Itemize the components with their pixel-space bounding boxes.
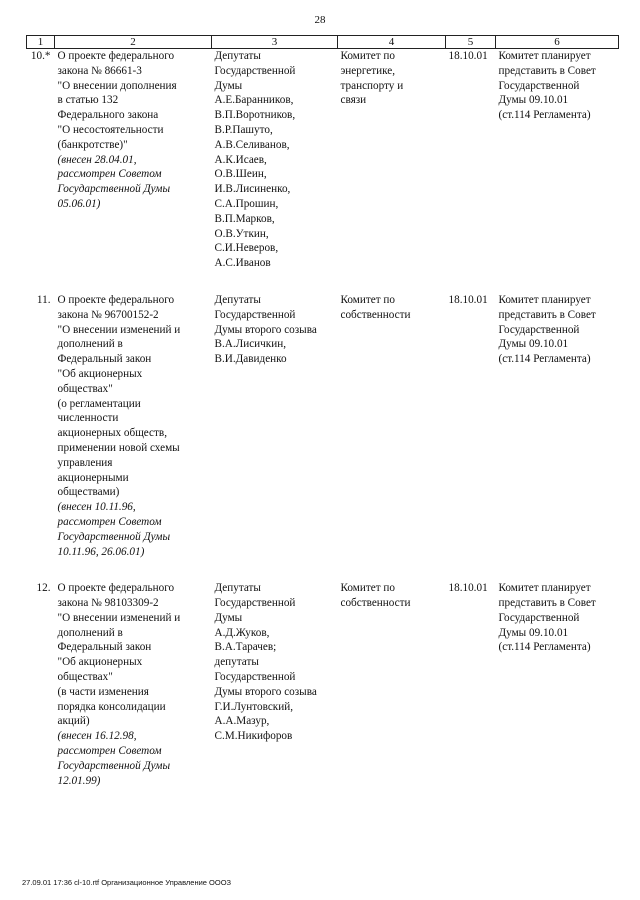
table-row — [27, 293, 619, 559]
committee-line: Комитет по — [340, 293, 395, 306]
bill-title-line: "О внесении изменений и — [57, 323, 181, 336]
bill-title-line: 12.01.99) — [57, 774, 101, 787]
table-body — [27, 49, 619, 789]
author-line: В.А.Тарачев; — [214, 641, 277, 654]
note-line: Думы 09.10.01 — [498, 626, 569, 639]
bill-title-line: (внесен 16.12.98, — [57, 730, 137, 743]
bill-title-line: численности — [57, 412, 119, 425]
bill-title-line: (банкротстве)" — [57, 138, 128, 151]
date-cell: 18.10.01 — [448, 582, 488, 595]
bill-title-line: О проекте федерального — [57, 50, 175, 62]
bill-title-cell — [55, 293, 212, 559]
author-line: С.М.Никифоров — [214, 730, 293, 743]
bill-title-line: "Об акционерных — [57, 656, 143, 669]
bill-title-line: О проекте федерального — [57, 582, 175, 595]
authors-cell — [212, 581, 338, 788]
committee-line: собственности — [340, 308, 411, 321]
note-cell — [496, 49, 619, 271]
column-header: 2 — [55, 36, 212, 49]
note-line: представить в Совет — [498, 597, 596, 610]
author-line: Государственной — [214, 308, 296, 321]
author-line: А.В.Селиванов, — [214, 138, 290, 151]
bill-title-line: (в части изменения — [57, 685, 149, 698]
committee-line: связи — [340, 94, 367, 107]
bill-title-line: 10.11.96, 26.06.01) — [57, 545, 145, 558]
bill-title-line: Федеральный закон — [57, 353, 152, 366]
author-line: И.В.Лисиненко, — [214, 183, 291, 196]
author-line: Государственной — [214, 597, 296, 610]
author-line: О.В.Уткин, — [214, 227, 269, 240]
author-line: А.А.Мазур, — [214, 715, 270, 728]
bill-title-line: "О несостоятельности — [57, 123, 164, 136]
bill-title-line: порядка консолидации — [57, 700, 166, 713]
row-spacer — [27, 559, 619, 581]
note-line: Государственной — [498, 323, 580, 336]
author-line: Думы второго созыва — [214, 685, 317, 698]
page-number: 28 — [314, 14, 326, 26]
author-line: В.А.Лисичкин, — [214, 338, 286, 351]
note-line: Думы 09.10.01 — [498, 94, 569, 107]
author-line: Депутаты — [214, 293, 261, 306]
note-line: Комитет планирует — [498, 582, 591, 595]
author-line: Г.И.Лунтовский, — [214, 700, 293, 713]
bill-title-line: рассмотрен Советом — [57, 745, 162, 758]
committee-line: Комитет по — [340, 582, 395, 595]
item-number: 12. — [36, 582, 51, 595]
note-line: Комитет планирует — [498, 50, 591, 62]
bill-title-line: обществами) — [57, 486, 120, 499]
note-line: представить в Совет — [498, 64, 596, 77]
author-line: А.Д.Жуков, — [214, 626, 270, 639]
bill-title-line: рассмотрен Советом — [57, 515, 162, 528]
committee-line: транспорту и — [340, 79, 404, 92]
bill-title-line: закона № 86661-3 — [57, 64, 142, 77]
bill-title-line: Федерального закона — [57, 109, 159, 122]
author-line: В.И.Давиденко — [214, 353, 287, 366]
spacer-cell — [27, 559, 619, 581]
table-row — [27, 49, 619, 271]
bill-title-line: дополнений в — [57, 338, 123, 351]
bill-title-line: управления — [57, 456, 113, 469]
committee-line: Комитет по — [340, 50, 395, 62]
bill-title-line: закона № 96700152-2 — [57, 308, 159, 321]
author-line: Государственной — [214, 671, 296, 684]
bill-title-line: О проекте федерального — [57, 293, 175, 306]
note-line: Государственной — [498, 79, 580, 92]
author-line: В.П.Марков, — [214, 212, 275, 225]
column-header: 6 — [496, 36, 619, 49]
bill-title-line: "Об акционерных — [57, 367, 143, 380]
note-cell — [496, 581, 619, 788]
bill-title-cell — [55, 581, 212, 788]
author-line: Государственной — [214, 64, 296, 77]
bill-title-line: в статью 132 — [57, 94, 119, 107]
bill-title-line: рассмотрен Советом — [57, 168, 162, 181]
bill-title-line: (внесен 28.04.01, — [57, 153, 137, 166]
bill-title-line: "О внесении изменений и — [57, 611, 181, 624]
author-line: А.Е.Баранников, — [214, 94, 294, 107]
author-line: А.С.Иванов — [214, 257, 271, 270]
column-header: 1 — [27, 36, 55, 49]
note-line: (ст.114 Регламента) — [498, 353, 591, 366]
column-header: 5 — [446, 36, 496, 49]
column-number-header — [27, 36, 619, 49]
author-line: В.П.Воротников, — [214, 109, 296, 122]
bill-title-line: закона № 98103309-2 — [57, 597, 159, 610]
bill-title-cell — [55, 49, 212, 271]
item-number: 10.* — [30, 50, 51, 62]
bill-title-line: применении новой схемы — [57, 441, 180, 454]
author-line: С.И.Неверов, — [214, 242, 279, 255]
date-cell: 18.10.01 — [448, 293, 488, 306]
bill-title-line: 05.06.01) — [57, 197, 101, 210]
bill-title-line: акционерных обществ, — [57, 427, 167, 440]
author-line: С.А.Прошин, — [214, 197, 279, 210]
committee-cell — [338, 293, 446, 559]
item-number: 11. — [36, 293, 51, 306]
author-line: О.В.Шеин, — [214, 168, 267, 181]
bill-title-line: обществах" — [57, 671, 113, 684]
author-line: Депутаты — [214, 582, 261, 595]
column-header: 4 — [338, 36, 446, 49]
bill-title-line: Федеральный закон — [57, 641, 152, 654]
bill-title-line: дополнений в — [57, 626, 123, 639]
committee-line: энергетике, — [340, 64, 396, 77]
note-line: Комитет планирует — [498, 293, 591, 306]
author-line: Думы — [214, 611, 243, 624]
bill-title-line: акционерными — [57, 471, 129, 484]
column-header: 3 — [212, 36, 338, 49]
author-line: А.К.Исаев, — [214, 153, 267, 166]
bill-title-line: (о регламентации — [57, 397, 141, 410]
author-line: депутаты — [214, 656, 259, 669]
author-line: Депутаты — [214, 50, 261, 62]
bill-title-line: Государственной Думы — [57, 530, 171, 543]
table-row — [27, 581, 619, 788]
bill-title-line: акций) — [57, 715, 90, 728]
bill-title-line: Государственной Думы — [57, 183, 171, 196]
document-footer: 27.09.01 17:36 cl-10.rtf Организационное Управление ОООЗ — [22, 878, 232, 887]
authors-cell — [212, 293, 338, 559]
authors-cell — [212, 49, 338, 271]
note-line: Государственной — [498, 611, 580, 624]
author-line: Думы — [214, 79, 243, 92]
committee-cell — [338, 581, 446, 788]
bill-title-line: "О внесении дополнения — [57, 79, 177, 92]
bills-table — [26, 35, 619, 788]
note-line: (ст.114 Регламента) — [498, 641, 591, 654]
committee-line: собственности — [340, 597, 411, 610]
author-line: Думы второго созыва — [214, 323, 317, 336]
bill-title-line: обществах" — [57, 382, 113, 395]
note-cell — [496, 293, 619, 559]
committee-cell — [338, 49, 446, 271]
row-spacer — [27, 271, 619, 293]
note-line: Думы 09.10.01 — [498, 338, 569, 351]
author-line: В.Р.Пашуто, — [214, 123, 273, 136]
note-line: представить в Совет — [498, 308, 596, 321]
note-line: (ст.114 Регламента) — [498, 109, 591, 122]
bill-title-line: (внесен 10.11.96, — [57, 501, 136, 514]
bill-title-line: Государственной Думы — [57, 759, 171, 772]
date-cell: 18.10.01 — [448, 50, 488, 62]
spacer-cell — [27, 271, 619, 293]
